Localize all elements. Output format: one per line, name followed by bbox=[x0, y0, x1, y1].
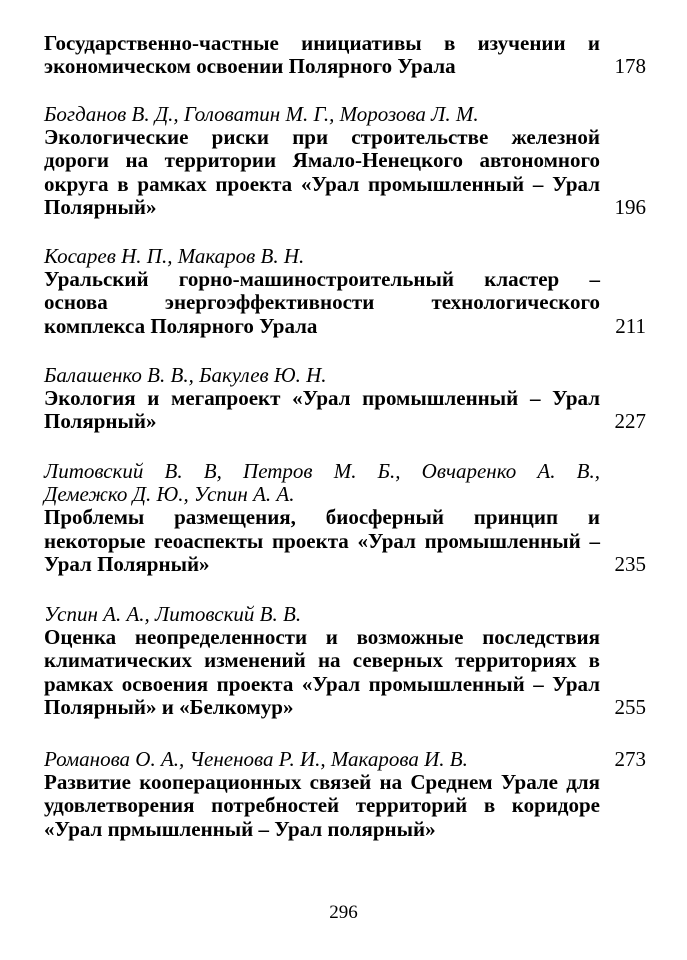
entry-title-line: Государственно-частные инициативы в изучении и bbox=[44, 31, 600, 55]
entry-page-number: 178 bbox=[614, 54, 646, 79]
entry-title-line: удовлетворения потребностей территорий в коридоре bbox=[44, 793, 600, 818]
entry-title-line: Развитие кооперационных связей на Среднем Урале для bbox=[44, 770, 600, 795]
entry-title-line: округа в рамках проекта «Урал промышленный – Урал bbox=[44, 171, 600, 196]
entry-title-line: Проблемы размещения, биосферный принцип и bbox=[44, 505, 600, 530]
page-number-footer: 296 bbox=[329, 902, 358, 923]
entry-title-line: Оценка неопределенности и возможные последствия bbox=[44, 625, 600, 650]
entry-page-number: 255 bbox=[614, 694, 646, 719]
entry-page-number: 211 bbox=[615, 313, 646, 338]
entry-title-line: дороги на территории Ямало-Ненецкого автономного bbox=[44, 148, 600, 173]
entry-title-line: Полярный» bbox=[44, 194, 157, 219]
toc-entry bbox=[44, 364, 654, 434]
toc-entry bbox=[44, 460, 654, 576]
toc-entry bbox=[44, 748, 654, 841]
toc-entry bbox=[44, 245, 654, 338]
toc-entry bbox=[44, 103, 654, 219]
entry-title-line: экономическом освоении Полярного Урала bbox=[44, 54, 456, 79]
entry-title-line: комплекса Полярного Урала bbox=[44, 313, 318, 338]
entry-title-line: климатических изменений на северных территориях в bbox=[44, 648, 600, 673]
entry-title-line: основа энергоэффективности технологического bbox=[44, 290, 600, 315]
entry-page-number: 273 bbox=[614, 747, 646, 771]
entry-title-line: Полярный» bbox=[44, 409, 157, 434]
entry-title-line: Уральский горно-машиностроительный кластер – bbox=[44, 267, 600, 292]
entry-authors: Балашенко В. В., Бакулев Ю. Н. bbox=[44, 363, 327, 387]
entry-title-line: рамках освоения проекта «Урал промышленный – Урал bbox=[44, 671, 600, 696]
entry-title-line: «Урал прмышленный – Урал полярный» bbox=[44, 816, 436, 841]
entry-page-number: 235 bbox=[614, 551, 646, 576]
entry-title-line: Экология и мегапроект «Урал промышленный – Урал bbox=[44, 386, 600, 411]
entry-page-number: 196 bbox=[614, 194, 646, 219]
entry-authors: Демежко Д. Ю., Успин А. А. bbox=[44, 482, 295, 507]
entry-authors: Романова О. А., Чененова Р. И., Макарова И. В. bbox=[44, 747, 468, 771]
toc-entry bbox=[44, 32, 654, 78]
entry-authors: Косарев Н. П., Макаров В. Н. bbox=[44, 244, 305, 268]
entry-authors: Богданов В. Д., Головатин М. Г., Морозова Л. М. bbox=[44, 102, 479, 126]
toc-entry bbox=[44, 603, 654, 719]
entry-title-line: Полярный» и «Белкомур» bbox=[44, 694, 294, 719]
entry-title-line: Урал Полярный» bbox=[44, 551, 210, 576]
entry-authors: Литовский В. В, Петров М. Б., Овчаренко А. В., bbox=[44, 459, 600, 483]
entry-title-line: Экологические риски при строительстве железной bbox=[44, 125, 600, 150]
entry-title-line: некоторые геоаспекты проекта «Урал промышленный – bbox=[44, 528, 600, 553]
entry-authors: Успин А. А., Литовский В. В. bbox=[44, 602, 302, 626]
entry-page-number: 227 bbox=[614, 409, 646, 434]
